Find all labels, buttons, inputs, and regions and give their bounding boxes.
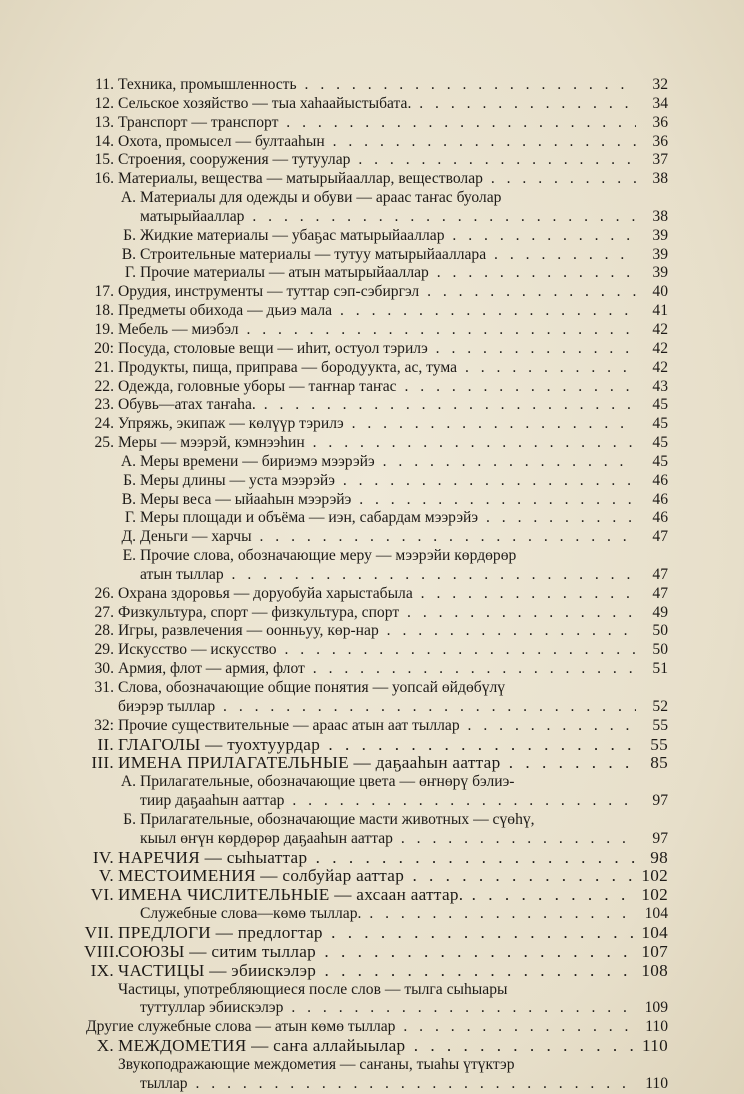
toc-section: IX. ЧАСТИЦЫ — эбиискэлэр . . . 108	[0, 962, 744, 981]
toc-subentry: Г. Меры площади и объёма — иэн, сабардам мээрэйэ . . . 46	[0, 509, 744, 528]
toc-entry: 13. Транспорт — транспорт . . . 36	[0, 114, 744, 133]
toc-subentry-continuation: тиир даҕааһын ааттар . . . 97	[0, 792, 744, 811]
toc-entry: 16. Материалы, вещества — матырыйааллар, веществолар . . . 38	[0, 170, 744, 189]
toc-subentry-continuation: туттуллар эбиискэлэр . . . 109	[0, 999, 744, 1018]
toc-section: V. МЕСТОИМЕНИЯ — солбуйар ааттар . . . 102	[0, 867, 744, 886]
toc-entry: Другие служебные слова — атын көмө тыллар . . . 110	[0, 1018, 744, 1037]
toc-subentry-continuation: матырыйааллар . . . 38	[0, 208, 744, 227]
toc-subentry: Звукоподражающие междометия — саҥаны, тыаһы үтүктэр	[118, 1055, 515, 1073]
toc-entry: 24. Упряжь, экипаж — көлүүр тэрилэ . . . 45	[0, 415, 744, 434]
toc-entry: 27. Физкультура, спорт — физкультура, спорт . . . 49	[0, 604, 744, 623]
toc-entry: 21. Продукты, пища, приправа — бородуукта, ас, тума . . . 42	[0, 359, 744, 378]
toc-entry: 28. Игры, развлечения — оонньуу, көр-нар . . . 50	[0, 622, 744, 641]
toc-subentry: Частицы, употребляющиеся после слов — тылга сыһыары	[118, 980, 508, 998]
toc-entry: 15. Строения, сооружения — тутуулар . . . 37	[0, 151, 744, 170]
toc-entry: 29. Искусство — искусство . . . 50	[0, 641, 744, 660]
toc-section: VIII. СОЮЗЫ — ситим тыллар . . . 107	[0, 943, 744, 962]
toc-subentry-continuation: атын тыллар . . . 47	[0, 566, 744, 585]
toc-subentry: Б. Меры длины — уста мээрэйэ . . . 46	[0, 472, 744, 491]
toc-entry: 11. Техника, промышленность . . . 32	[0, 76, 744, 95]
toc-subentry: Служебные слова—көмө тыллар. . . . 104	[0, 905, 744, 924]
toc-subentry: А. Прилагательные, обозначающие цвета — өҥнөрү бэлиэ-	[120, 773, 515, 791]
toc-entry: 32: Прочие существительные — араас атын аат тыллар . . . 55	[0, 717, 744, 736]
toc-subentry: В. Строительные материалы — тутуу матырыйааллара . . . 39	[0, 246, 744, 265]
toc-section: VI. ИМЕНА ЧИСЛИТЕЛЬНЫЕ — ахсаан ааттар. . . . 102	[0, 886, 744, 905]
toc-subentry: Б. Жидкие материалы — убаҕас матырыйааллар . . . 39	[0, 227, 744, 246]
table-of-contents	[0, 76, 744, 1094]
toc-entry: 31. Слова, обозначающие общие понятия — уопсай өйдөбүлү	[94, 679, 506, 696]
toc-subentry-continuation: кыыл өҥүн көрдөрөр даҕааһын ааттар . . . 97	[0, 830, 744, 849]
toc-entry: 25. Меры — мээрэй, кэмнээһин . . . 45	[0, 434, 744, 453]
toc-entry: 26. Охрана здоровья — доруобуйа харыстабыла . . . 47	[0, 585, 744, 604]
toc-entry: 18. Предметы обихода — дьиэ мала . . . 41	[0, 302, 744, 321]
toc-subentry: Б. Прилагательные, обозначающие масти животных — сүөһү,	[123, 810, 535, 828]
toc-section: VII. ПРЕДЛОГИ — предлогтар . . . 104	[0, 924, 744, 943]
toc-subentry: А. Меры времени — бириэмэ мээрэйэ . . . 45	[0, 453, 744, 472]
toc-section: X. МЕЖДОМЕТИЯ — саҥа аллайыылар . . . 110	[0, 1037, 744, 1056]
toc-entry: 20: Посуда, столовые вещи — иһит, остуол тэрилэ . . . 42	[0, 340, 744, 359]
toc-entry: 17. Орудия, инструменты — туттар сэп-сэбиргэл . . . 40	[0, 283, 744, 302]
toc-entry-continuation: биэрэр тыллар . . . 52	[0, 698, 744, 717]
toc-entry: 30. Армия, флот — армия, флот . . . 51	[0, 660, 744, 679]
toc-subentry: Е. Прочие слова, обозначающие меру — мээрэйи көрдөрөр	[122, 547, 517, 565]
toc-entry: 19. Мебель — миэбэл . . . 42	[0, 321, 744, 340]
toc-entry: 22. Одежда, головные уборы — таҥнар таҥас . . . 43	[0, 378, 744, 397]
toc-entry: 23. Обувь—атах таҥаһа. . . . 45	[0, 396, 744, 415]
toc-subentry: Г. Прочие материалы — атын матырыйааллар . . . 39	[0, 264, 744, 283]
toc-entry: 14. Охота, промысел — бултааһын . . . 36	[0, 133, 744, 152]
toc-subentry: Д. Деньги — харчы . . . 47	[0, 528, 744, 547]
toc-section: II. ГЛАГОЛЫ — туохтуурдар . . . 55	[0, 736, 744, 755]
toc-subentry: В. Меры веса — ыйааһын мээрэйэ . . . 46	[0, 491, 744, 510]
toc-entry: 12. Сельское хозяйство — тыа хаһаайыстыбата. . . . 34	[0, 95, 744, 114]
toc-subentry-continuation: тыллар . . . 110	[0, 1075, 744, 1094]
toc-section: IV. НАРЕЧИЯ — сыһыаттар . . . 98	[0, 849, 744, 868]
toc-section: III. ИМЕНА ПРИЛАГАТЕЛЬНЫЕ — даҕааһын ааттар . . . 85	[0, 754, 744, 773]
toc-subentry: А. Материалы для одежды и обуви — араас таҥас буолар	[120, 189, 502, 207]
